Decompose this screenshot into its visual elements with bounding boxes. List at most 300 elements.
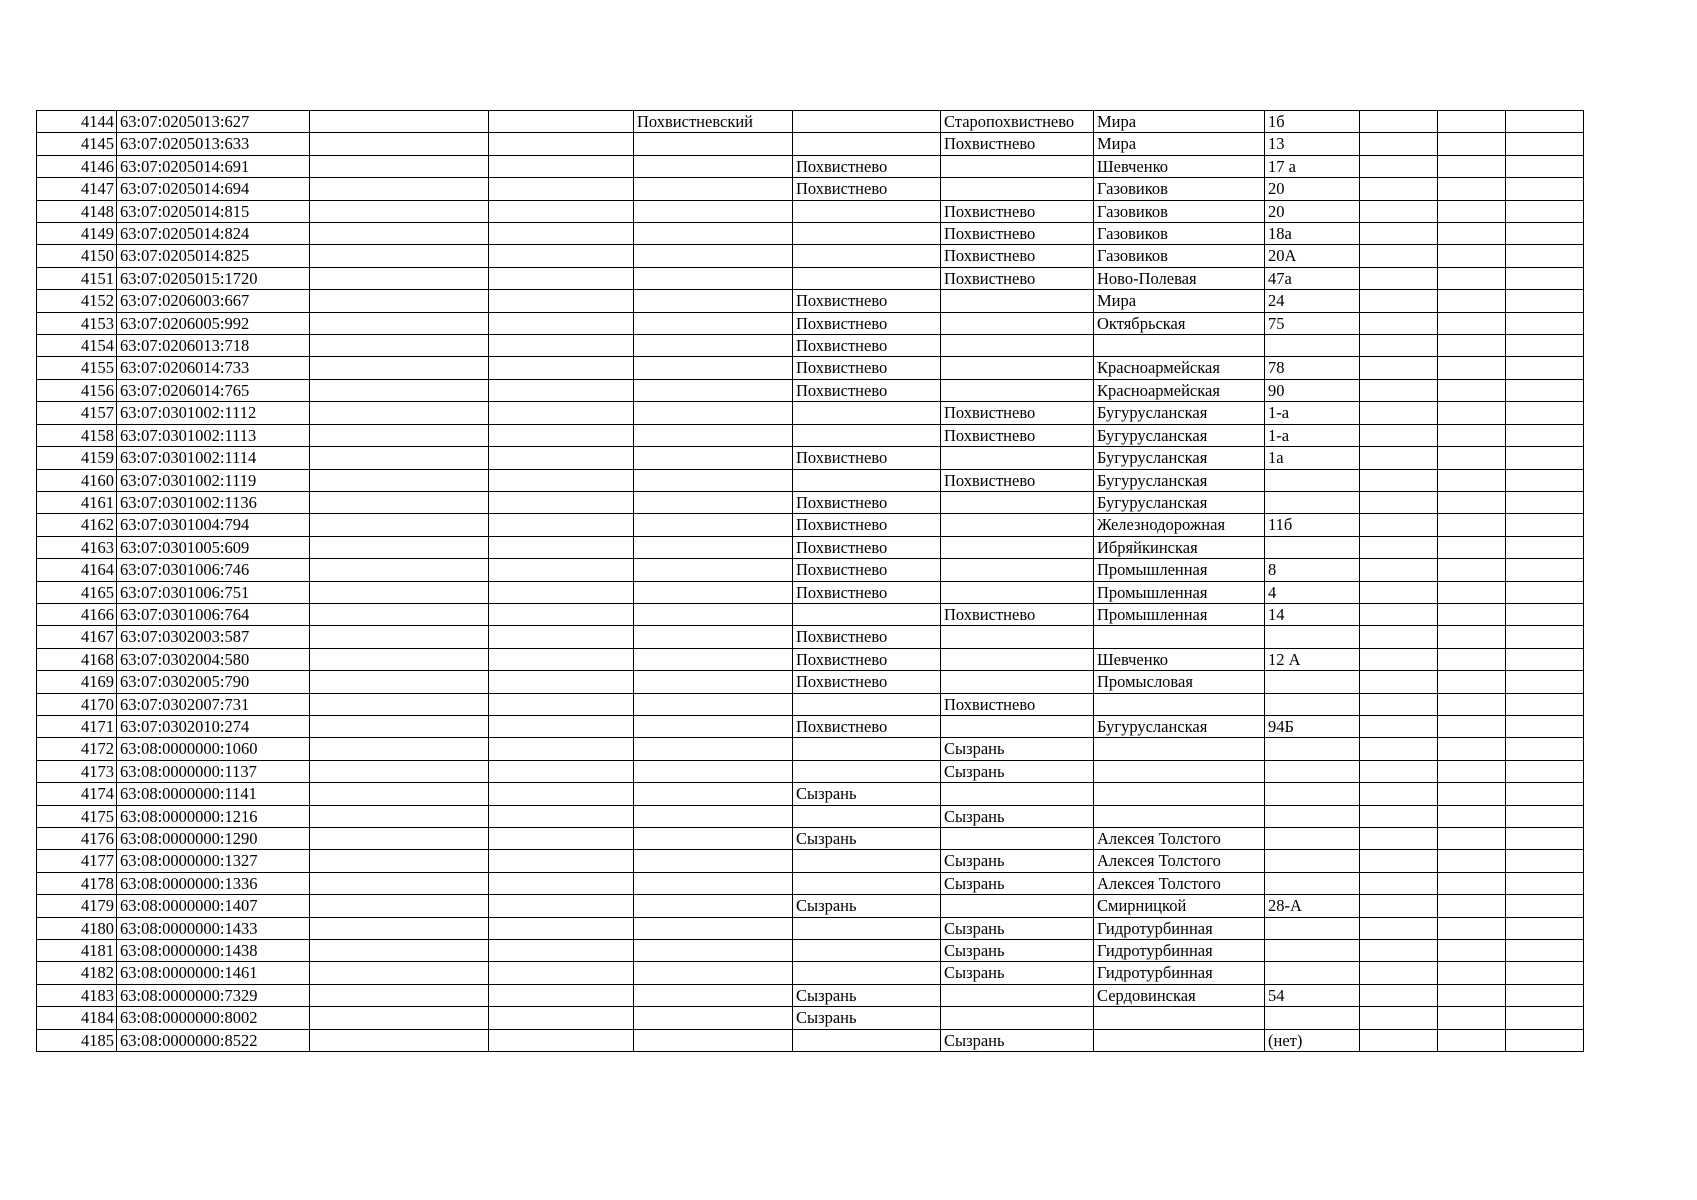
cell-cadastral-number: 63:07:0301002:1119: [117, 469, 310, 491]
table-row: [37, 133, 1584, 155]
cell-city: Похвистнево: [793, 626, 941, 648]
cell-col-3: [310, 469, 489, 491]
cell-col-12: [1506, 1007, 1584, 1029]
table-row: [37, 895, 1584, 917]
cell-district: [634, 940, 793, 962]
cell-row-number: 4185: [37, 1029, 117, 1051]
cell-city: [793, 1029, 941, 1051]
cell-col-4: [489, 312, 634, 334]
cell-col-12: [1506, 245, 1584, 267]
cell-col-4: [489, 828, 634, 850]
cell-street: [1094, 1007, 1265, 1029]
cell-row-number: 4173: [37, 760, 117, 782]
cell-cadastral-number: 63:07:0206005:992: [117, 312, 310, 334]
cell-district: [634, 626, 793, 648]
cell-city: [793, 760, 941, 782]
table-row: [37, 514, 1584, 536]
cell-col-11: [1438, 603, 1506, 625]
cell-col-10: [1360, 469, 1438, 491]
cell-col-11: [1438, 536, 1506, 558]
cell-col-11: [1438, 133, 1506, 155]
cell-district: [634, 671, 793, 693]
cell-cadastral-number: 63:07:0206003:667: [117, 290, 310, 312]
cell-row-number: 4170: [37, 693, 117, 715]
cell-settlement: [941, 581, 1094, 603]
cell-col-4: [489, 1029, 634, 1051]
cell-cadastral-number: 63:07:0205014:825: [117, 245, 310, 267]
cell-row-number: 4145: [37, 133, 117, 155]
cell-cadastral-number: 63:08:0000000:8522: [117, 1029, 310, 1051]
cell-city: Сызрань: [793, 783, 941, 805]
cell-col-3: [310, 491, 489, 513]
cell-col-12: [1506, 200, 1584, 222]
cell-settlement: Похвистнево: [941, 200, 1094, 222]
cell-street: [1094, 335, 1265, 357]
cell-col-12: [1506, 335, 1584, 357]
cell-settlement: Сызрань: [941, 940, 1094, 962]
cell-city: Похвистнево: [793, 312, 941, 334]
cell-settlement: [941, 491, 1094, 513]
cell-col-4: [489, 111, 634, 133]
cell-col-3: [310, 447, 489, 469]
cell-col-3: [310, 940, 489, 962]
cell-row-number: 4166: [37, 603, 117, 625]
cell-city: [793, 940, 941, 962]
cell-col-11: [1438, 200, 1506, 222]
cell-cadastral-number: 63:07:0302004:580: [117, 648, 310, 670]
cell-col-10: [1360, 111, 1438, 133]
cell-street: Октябрьская: [1094, 312, 1265, 334]
cell-col-12: [1506, 760, 1584, 782]
cell-col-11: [1438, 447, 1506, 469]
cell-street: Мира: [1094, 111, 1265, 133]
cell-street: [1094, 738, 1265, 760]
table-row: [37, 872, 1584, 894]
cell-col-12: [1506, 267, 1584, 289]
cell-col-10: [1360, 693, 1438, 715]
cell-col-4: [489, 223, 634, 245]
cell-row-number: 4160: [37, 469, 117, 491]
cell-row-number: 4165: [37, 581, 117, 603]
cell-col-4: [489, 671, 634, 693]
cell-col-3: [310, 671, 489, 693]
cell-col-3: [310, 783, 489, 805]
cell-col-10: [1360, 895, 1438, 917]
cell-col-10: [1360, 648, 1438, 670]
cell-col-10: [1360, 424, 1438, 446]
cell-street: Гидротурбинная: [1094, 917, 1265, 939]
cell-col-12: [1506, 312, 1584, 334]
cell-settlement: [941, 357, 1094, 379]
cell-col-12: [1506, 424, 1584, 446]
cell-row-number: 4176: [37, 828, 117, 850]
cell-col-4: [489, 447, 634, 469]
cell-city: Похвистнево: [793, 671, 941, 693]
cell-row-number: 4179: [37, 895, 117, 917]
cell-street: Бугурусланская: [1094, 715, 1265, 737]
cell-street: Газовиков: [1094, 223, 1265, 245]
cell-street: Красноармейская: [1094, 379, 1265, 401]
cell-cadastral-number: 63:07:0205014:824: [117, 223, 310, 245]
cell-house-number: [1265, 805, 1360, 827]
cell-col-10: [1360, 223, 1438, 245]
table-row: [37, 581, 1584, 603]
cell-city: [793, 917, 941, 939]
cell-col-11: [1438, 223, 1506, 245]
table-row: [37, 1007, 1584, 1029]
cell-col-12: [1506, 133, 1584, 155]
cell-col-11: [1438, 917, 1506, 939]
cell-col-3: [310, 514, 489, 536]
cell-street: [1094, 760, 1265, 782]
cell-city: Похвистнево: [793, 290, 941, 312]
cell-street: Газовиков: [1094, 245, 1265, 267]
table-row: [37, 603, 1584, 625]
cell-col-4: [489, 940, 634, 962]
cell-cadastral-number: 63:07:0302007:731: [117, 693, 310, 715]
table-row: [37, 200, 1584, 222]
cell-settlement: Сызрань: [941, 872, 1094, 894]
cell-col-4: [489, 379, 634, 401]
table-row: [37, 962, 1584, 984]
cell-col-12: [1506, 223, 1584, 245]
cell-row-number: 4168: [37, 648, 117, 670]
table-row: [37, 626, 1584, 648]
cell-street: Сердовинская: [1094, 984, 1265, 1006]
cell-city: Похвистнево: [793, 178, 941, 200]
cell-city: [793, 738, 941, 760]
cell-col-3: [310, 850, 489, 872]
cell-house-number: [1265, 940, 1360, 962]
cell-cadastral-number: 63:07:0205015:1720: [117, 267, 310, 289]
cell-col-3: [310, 805, 489, 827]
cell-district: [634, 357, 793, 379]
cell-col-3: [310, 693, 489, 715]
cell-col-3: [310, 760, 489, 782]
cell-col-12: [1506, 783, 1584, 805]
cell-col-12: [1506, 581, 1584, 603]
cell-settlement: Похвистнево: [941, 469, 1094, 491]
cell-cadastral-number: 63:07:0301006:746: [117, 559, 310, 581]
cell-col-4: [489, 424, 634, 446]
cell-col-3: [310, 245, 489, 267]
table-row: [37, 357, 1584, 379]
cell-city: Похвистнево: [793, 155, 941, 177]
table-row: [37, 850, 1584, 872]
cell-settlement: Похвистнево: [941, 267, 1094, 289]
cell-street: Бугурусланская: [1094, 447, 1265, 469]
cell-col-12: [1506, 872, 1584, 894]
cell-col-3: [310, 155, 489, 177]
cell-col-11: [1438, 895, 1506, 917]
cell-col-3: [310, 917, 489, 939]
cell-col-12: [1506, 850, 1584, 872]
cell-col-11: [1438, 693, 1506, 715]
cell-district: [634, 559, 793, 581]
cell-street: Алексея Толстого: [1094, 872, 1265, 894]
cell-city: Похвистнево: [793, 559, 941, 581]
cell-col-10: [1360, 1029, 1438, 1051]
cell-city: [793, 693, 941, 715]
cell-street: Алексея Толстого: [1094, 828, 1265, 850]
cell-street: Промысловая: [1094, 671, 1265, 693]
table-row: [37, 940, 1584, 962]
cell-district: [634, 424, 793, 446]
cell-col-4: [489, 536, 634, 558]
cell-col-11: [1438, 738, 1506, 760]
cell-col-11: [1438, 671, 1506, 693]
cell-house-number: 20: [1265, 178, 1360, 200]
cell-col-11: [1438, 178, 1506, 200]
cell-cadastral-number: 63:08:0000000:1327: [117, 850, 310, 872]
cell-settlement: [941, 984, 1094, 1006]
cell-col-11: [1438, 626, 1506, 648]
cell-house-number: 90: [1265, 379, 1360, 401]
cell-district: [634, 514, 793, 536]
cell-col-12: [1506, 962, 1584, 984]
cell-cadastral-number: 63:07:0301006:764: [117, 603, 310, 625]
cell-row-number: 4180: [37, 917, 117, 939]
cell-col-12: [1506, 559, 1584, 581]
cell-settlement: [941, 155, 1094, 177]
cell-cadastral-number: 63:07:0206014:733: [117, 357, 310, 379]
cell-col-10: [1360, 828, 1438, 850]
cell-col-4: [489, 783, 634, 805]
cell-city: Похвистнево: [793, 357, 941, 379]
cell-col-10: [1360, 715, 1438, 737]
cell-col-12: [1506, 379, 1584, 401]
cell-settlement: Похвистнево: [941, 402, 1094, 424]
cell-col-4: [489, 245, 634, 267]
cell-col-12: [1506, 357, 1584, 379]
cell-cadastral-number: 63:07:0301006:751: [117, 581, 310, 603]
cell-col-10: [1360, 536, 1438, 558]
cell-street: Железнодорожная: [1094, 514, 1265, 536]
cell-district: [634, 312, 793, 334]
cell-cadastral-number: 63:08:0000000:1461: [117, 962, 310, 984]
cell-settlement: [941, 335, 1094, 357]
cell-settlement: [941, 671, 1094, 693]
cell-settlement: Похвистнево: [941, 133, 1094, 155]
cell-district: [634, 917, 793, 939]
table-row: [37, 984, 1584, 1006]
cell-col-4: [489, 917, 634, 939]
cell-col-12: [1506, 447, 1584, 469]
cell-col-4: [489, 581, 634, 603]
cell-house-number: [1265, 962, 1360, 984]
cell-col-10: [1360, 290, 1438, 312]
cell-row-number: 4155: [37, 357, 117, 379]
cell-col-12: [1506, 828, 1584, 850]
cell-cadastral-number: 63:07:0301002:1114: [117, 447, 310, 469]
table-row: [37, 1029, 1584, 1051]
cell-row-number: 4150: [37, 245, 117, 267]
table-row: [37, 559, 1584, 581]
cell-settlement: Сызрань: [941, 962, 1094, 984]
cell-col-12: [1506, 1029, 1584, 1051]
table-row: [37, 715, 1584, 737]
cell-street: Мира: [1094, 290, 1265, 312]
cell-col-3: [310, 1007, 489, 1029]
cell-district: [634, 1029, 793, 1051]
cell-house-number: [1265, 491, 1360, 513]
cell-col-10: [1360, 603, 1438, 625]
table-row: [37, 379, 1584, 401]
cell-house-number: 54: [1265, 984, 1360, 1006]
cell-house-number: 78: [1265, 357, 1360, 379]
cell-cadastral-number: 63:07:0301002:1136: [117, 491, 310, 513]
cell-col-4: [489, 805, 634, 827]
table-row: [37, 783, 1584, 805]
cell-house-number: 20А: [1265, 245, 1360, 267]
cell-city: Похвистнево: [793, 581, 941, 603]
cell-col-12: [1506, 402, 1584, 424]
cell-col-11: [1438, 760, 1506, 782]
cell-col-10: [1360, 671, 1438, 693]
cell-city: Похвистнево: [793, 379, 941, 401]
cell-col-10: [1360, 850, 1438, 872]
cell-col-10: [1360, 917, 1438, 939]
cell-col-11: [1438, 962, 1506, 984]
table-row: [37, 402, 1584, 424]
cell-row-number: 4149: [37, 223, 117, 245]
cell-row-number: 4148: [37, 200, 117, 222]
cell-settlement: [941, 895, 1094, 917]
cell-settlement: [941, 648, 1094, 670]
cell-city: Сызрань: [793, 984, 941, 1006]
table-row: [37, 178, 1584, 200]
cell-settlement: Похвистнево: [941, 245, 1094, 267]
cell-col-12: [1506, 603, 1584, 625]
cell-row-number: 4183: [37, 984, 117, 1006]
cell-house-number: [1265, 1007, 1360, 1029]
cell-house-number: [1265, 693, 1360, 715]
table-row: [37, 424, 1584, 446]
cell-cadastral-number: 63:07:0206013:718: [117, 335, 310, 357]
cell-cadastral-number: 63:07:0205014:691: [117, 155, 310, 177]
cell-district: [634, 693, 793, 715]
cell-col-4: [489, 962, 634, 984]
cell-house-number: 1-а: [1265, 424, 1360, 446]
cell-city: [793, 223, 941, 245]
cell-col-10: [1360, 267, 1438, 289]
cell-col-4: [489, 469, 634, 491]
cell-house-number: [1265, 917, 1360, 939]
cell-settlement: Сызрань: [941, 917, 1094, 939]
cell-house-number: 1-а: [1265, 402, 1360, 424]
cell-row-number: 4147: [37, 178, 117, 200]
cell-col-11: [1438, 335, 1506, 357]
cell-cadastral-number: 63:08:0000000:1060: [117, 738, 310, 760]
cell-district: [634, 267, 793, 289]
cell-street: [1094, 626, 1265, 648]
cell-col-10: [1360, 805, 1438, 827]
cell-col-4: [489, 715, 634, 737]
cell-city: [793, 402, 941, 424]
cell-street: Алексея Толстого: [1094, 850, 1265, 872]
cell-house-number: [1265, 872, 1360, 894]
cell-district: [634, 491, 793, 513]
cell-settlement: [941, 1007, 1094, 1029]
cell-street: Промышленная: [1094, 559, 1265, 581]
cell-col-3: [310, 1029, 489, 1051]
cell-settlement: Сызрань: [941, 760, 1094, 782]
table-row: [37, 469, 1584, 491]
cell-col-12: [1506, 536, 1584, 558]
cell-district: [634, 760, 793, 782]
cell-cadastral-number: 63:07:0302010:274: [117, 715, 310, 737]
cell-street: Газовиков: [1094, 178, 1265, 200]
cell-house-number: 14: [1265, 603, 1360, 625]
cell-house-number: [1265, 828, 1360, 850]
cell-district: [634, 715, 793, 737]
cell-col-4: [489, 895, 634, 917]
cell-house-number: 1б: [1265, 111, 1360, 133]
cell-col-3: [310, 200, 489, 222]
cell-city: [793, 805, 941, 827]
cell-city: [793, 962, 941, 984]
cell-col-11: [1438, 379, 1506, 401]
cell-settlement: Похвистнево: [941, 223, 1094, 245]
cell-cadastral-number: 63:07:0205013:633: [117, 133, 310, 155]
table-row: [37, 760, 1584, 782]
cell-row-number: 4152: [37, 290, 117, 312]
cell-street: [1094, 783, 1265, 805]
table-row: [37, 335, 1584, 357]
cell-col-3: [310, 626, 489, 648]
cell-street: [1094, 805, 1265, 827]
cell-house-number: 47а: [1265, 267, 1360, 289]
cell-col-12: [1506, 514, 1584, 536]
cell-col-12: [1506, 178, 1584, 200]
cell-district: [634, 581, 793, 603]
table-row: [37, 738, 1584, 760]
cell-col-11: [1438, 111, 1506, 133]
cell-cadastral-number: 63:07:0302005:790: [117, 671, 310, 693]
cell-settlement: Сызрань: [941, 738, 1094, 760]
cell-city: [793, 469, 941, 491]
cell-col-12: [1506, 715, 1584, 737]
cell-district: [634, 402, 793, 424]
cell-col-10: [1360, 402, 1438, 424]
cell-col-11: [1438, 805, 1506, 827]
cell-city: Сызрань: [793, 828, 941, 850]
cell-house-number: 28-А: [1265, 895, 1360, 917]
cell-house-number: [1265, 671, 1360, 693]
cell-row-number: 4154: [37, 335, 117, 357]
cell-col-10: [1360, 940, 1438, 962]
cell-col-4: [489, 603, 634, 625]
cell-settlement: [941, 312, 1094, 334]
cell-col-4: [489, 335, 634, 357]
document-page: [36, 110, 1584, 1052]
cell-house-number: [1265, 783, 1360, 805]
cell-row-number: 4182: [37, 962, 117, 984]
cell-house-number: 1а: [1265, 447, 1360, 469]
cell-district: [634, 536, 793, 558]
cell-house-number: 4: [1265, 581, 1360, 603]
cell-street: Шевченко: [1094, 155, 1265, 177]
cell-col-3: [310, 828, 489, 850]
cell-district: [634, 783, 793, 805]
cell-street: Ибряйкинская: [1094, 536, 1265, 558]
cell-col-3: [310, 312, 489, 334]
cell-cadastral-number: 63:07:0205013:627: [117, 111, 310, 133]
cell-street: Мира: [1094, 133, 1265, 155]
cell-col-4: [489, 850, 634, 872]
cell-district: [634, 603, 793, 625]
cell-settlement: Похвистнево: [941, 603, 1094, 625]
